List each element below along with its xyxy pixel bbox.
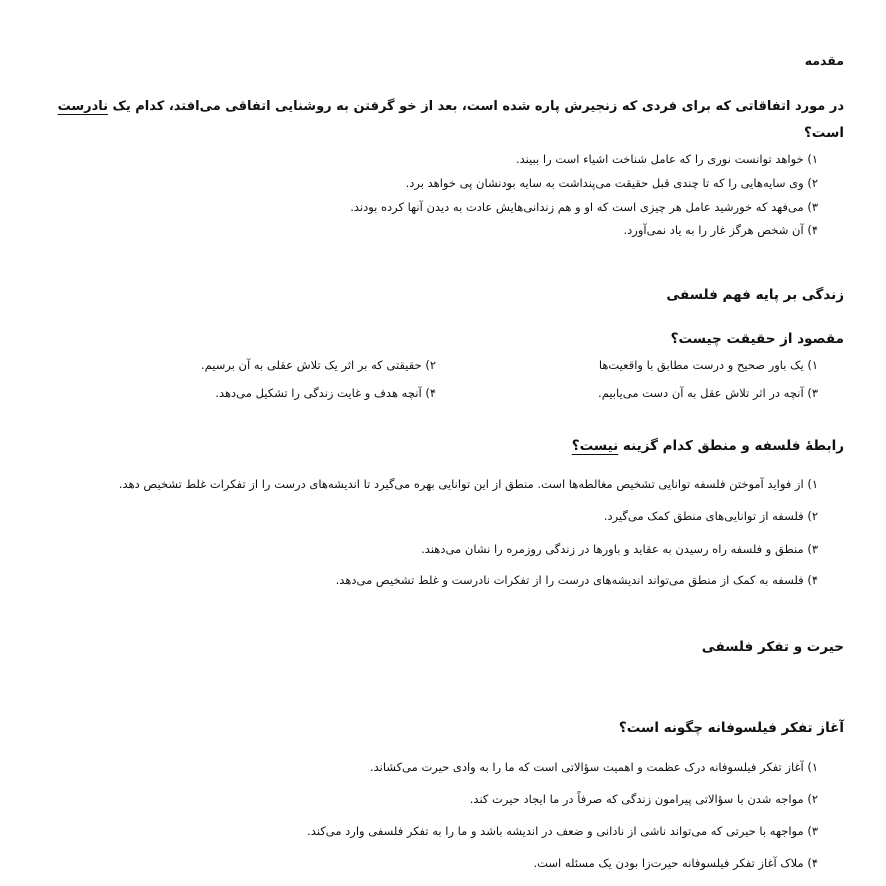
- question-1-emphasis: نادرست: [57, 99, 109, 114]
- question-4-option-4: ۴) ملاک آغاز تفکر فیلسوفانه حیرت‌زا بودن یک مسئله است.: [533, 856, 818, 870]
- question-1-line-2: است؟: [803, 125, 844, 141]
- question-1-option-3: ۳) می‌فهد که خورشید عامل هر چیزی است که او و هم زندانی‌هایش عادت به دیدن آنها کرده بودند.: [350, 200, 818, 214]
- question-3-option-1: ۱) از فواید آموختن فلسفه توانایی تشخیص مغالطه‌ها است. منطق از این توانایی بهره می‌گیرد تا اندیشه‌های درست را از تفکرات غلط تشخیص دهد.: [118, 477, 818, 491]
- question-4-option-3: ۳) مواجهه با حیرتی که می‌تواند ناشی از نادانی و ضعف در اندیشه باشد و ما را به تفکر فلسفی وارد می‌کند.: [307, 824, 818, 838]
- question-3-text: رابطهٔ فلسفه و منطق کدام گزینه: [618, 438, 844, 454]
- question-1-option-4: ۴) آن شخص هرگز غار را به یاد نمی‌آورد.: [623, 223, 818, 237]
- question-4: آغاز تفکر فیلسوفانه چگونه است؟: [618, 720, 844, 736]
- question-4-option-2: ۲) مواجه شدن با سؤالاتی پیرامون زندگی که صرفاً در ما ایجاد حیرت کند.: [469, 792, 818, 806]
- section-heading-intro: مقدمه: [804, 53, 844, 68]
- question-2-option-2: ۲) حقیقتی که بر اثر یک تلاش عقلی به آن برسیم.: [200, 358, 436, 372]
- section-heading-wonder: حیرت و تفکر فلسفی: [701, 639, 844, 655]
- section-heading-philosophical-life: زندگی بر پایه فهم فلسفی: [666, 287, 844, 303]
- question-1-option-1: ۱) خواهد توانست نوری را که عامل شناخت اشیاء است را ببیند.: [515, 152, 818, 166]
- question-1-line-1: [58, 97, 844, 117]
- question-2: مقصود از حقیقت چیست؟: [670, 331, 844, 347]
- question-1-option-2: ۲) وی سایه‌هایی را که تا چندی قبل حقیقت می‌پنداشت به سایه بودنشان پی خواهد برد.: [405, 176, 818, 190]
- question-2-option-4: ۴) آنچه هدف و غایت زندگی را تشکیل می‌دهد.: [215, 386, 436, 400]
- question-2-option-1: ۱) یک باور صحیح و درست مطابق با واقعیت‌ها: [598, 358, 818, 372]
- question-3-option-2: ۲) فلسفه از توانایی‌های منطق کمک می‌گیرد.: [603, 509, 818, 523]
- question-3-option-4: ۴) فلسفه به کمک از منطق می‌تواند اندیشه‌های درست را از تفکرات نادرست و غلط تشخیص می‌دهد.: [335, 573, 818, 587]
- question-3: [572, 436, 844, 456]
- question-3-option-3: ۳) منطق و فلسفه راه رسیدن به عقاید و باورها در زندگی روزمره را نشان می‌دهند.: [421, 542, 818, 556]
- question-4-option-1: ۱) آغاز تفکر فیلسوفانه درک عظمت و اهمیت سؤالاتی است که ما را به وادی حیرت می‌کشاند.: [369, 760, 818, 774]
- question-3-emphasis: نیست؟: [571, 438, 619, 454]
- question-2-option-3: ۳) آنچه در اثر تلاش عقل به آن دست می‌یابیم.: [598, 386, 818, 400]
- question-1-text: در مورد اتفاقاتی که برای فردی که زنجیرش پاره شده است، بعد از خو گرفتن به روشنایی اتفاقی می‌افتد، کدام یک: [108, 99, 844, 114]
